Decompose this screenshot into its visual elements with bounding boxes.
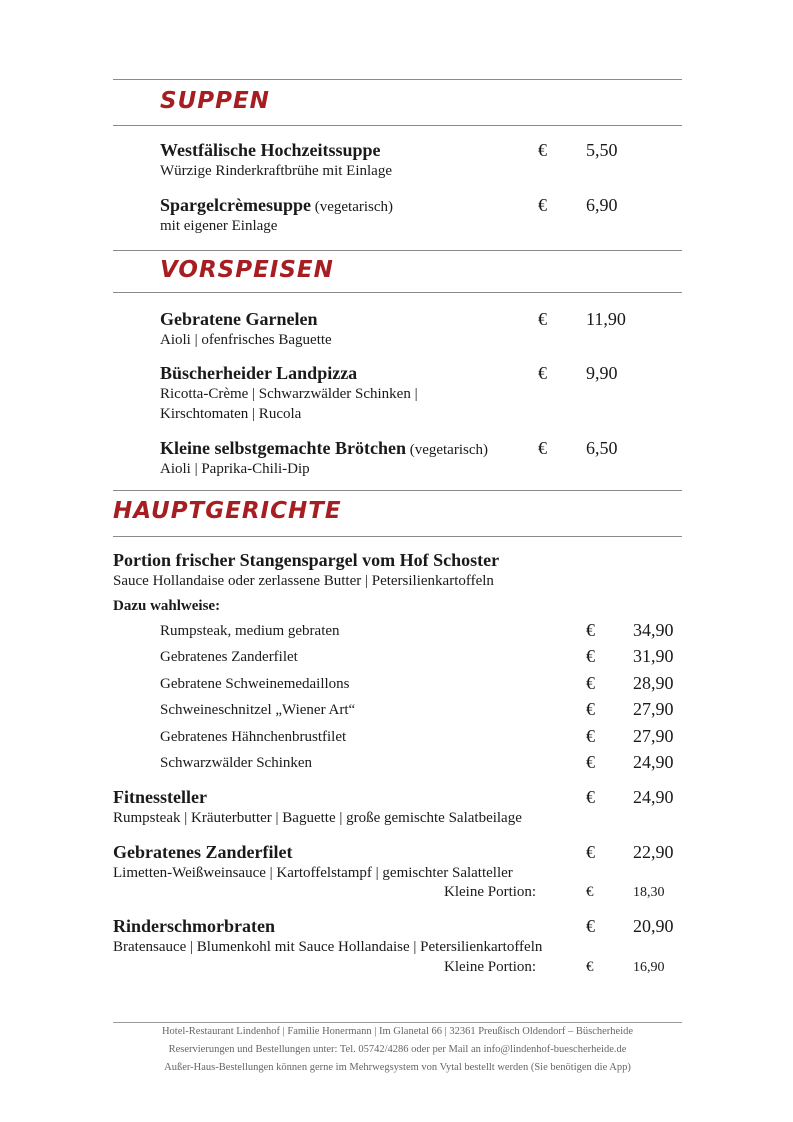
footer-takeaway: Außer-Haus-Bestellungen können gerne im Mehrwegsystem von Vytal bestellt werden (Sie benötigen die App) xyxy=(164,1062,631,1073)
dish-description: Aioli | ofenfrisches Baguette xyxy=(160,332,332,348)
currency-symbol: € xyxy=(586,916,595,936)
small-portion-price: 16,90 xyxy=(633,960,665,975)
currency-symbol: € xyxy=(538,140,547,160)
currency-symbol: € xyxy=(586,884,594,900)
dish-description: Aioli | Paprika-Chili-Dip xyxy=(160,461,310,477)
option-price: 34,90 xyxy=(633,620,674,640)
divider xyxy=(113,79,682,80)
dish-name: Gebratene Garnelen xyxy=(160,309,318,329)
dish-price: 6,90 xyxy=(586,195,618,215)
small-portion-label: Kleine Portion: xyxy=(444,884,537,900)
currency-symbol: € xyxy=(586,842,595,862)
small-portion-price: 18,30 xyxy=(633,885,665,900)
option-label: Rumpsteak, medium gebraten xyxy=(160,623,340,639)
footer-contact: Reservierungen und Bestellungen unter: Tel. 05742/4286 oder per Mail an info@lindenhof-buescherheide.de xyxy=(168,1044,627,1055)
dish-description: mit eigener Einlage xyxy=(160,218,278,234)
currency-symbol: € xyxy=(538,438,547,458)
footer-divider xyxy=(113,1022,682,1023)
section-title-suppen: SUPPEN xyxy=(160,88,270,114)
dish-price: 6,50 xyxy=(586,438,618,458)
option-price: 24,90 xyxy=(633,752,674,772)
dish-price: 24,90 xyxy=(633,787,674,807)
currency-symbol: € xyxy=(586,726,595,746)
divider xyxy=(113,292,682,293)
dish-name: Kleine selbstgemachte Brötchen (vegetarisch) xyxy=(160,438,488,458)
divider xyxy=(113,490,682,491)
option-price: 28,90 xyxy=(633,673,674,693)
option-label: Gebratene Schweinemedaillons xyxy=(160,676,350,692)
dish-description: Sauce Hollandaise oder zerlassene Butter | Petersilienkartoffeln xyxy=(113,573,494,589)
currency-symbol: € xyxy=(586,646,595,666)
dish-description: Rumpsteak | Kräuterbutter | Baguette | große gemischte Salatbeilage xyxy=(113,810,522,826)
dish-price: 9,90 xyxy=(586,363,618,383)
option-price: 31,90 xyxy=(633,646,674,666)
option-label: Gebratenes Zanderfilet xyxy=(160,649,298,665)
currency-symbol: € xyxy=(538,309,547,329)
dish-name: Spargelcrèmesuppe (vegetarisch) xyxy=(160,195,394,215)
small-portion-label: Kleine Portion: xyxy=(444,959,537,975)
option-label: Schweineschnitzel „Wiener Art“ xyxy=(160,702,356,718)
dish-price: 5,50 xyxy=(586,140,618,160)
dish-note: (vegetarisch) xyxy=(310,199,394,215)
option-price: 27,90 xyxy=(633,726,674,746)
currency-symbol: € xyxy=(586,620,595,640)
section-title-hauptgerichte: HAUPTGERICHTE xyxy=(113,498,342,524)
choice-label: Dazu wahlweise: xyxy=(113,598,221,614)
currency-symbol: € xyxy=(586,959,594,975)
footer-address: Hotel-Restaurant Lindenhof | Familie Honermann | Im Glanetal 66 | 32361 Preußisch Oldendorf – Büscherheide xyxy=(161,1026,634,1037)
option-label: Schwarzwälder Schinken xyxy=(160,755,313,771)
dish-price: 22,90 xyxy=(633,842,674,862)
dish-description: Würzige Rinderkraftbrühe mit Einlage xyxy=(160,163,392,179)
option-label: Gebratenes Hähnchenbrustfilet xyxy=(160,729,347,745)
section-title-vorspeisen: VORSPEISEN xyxy=(160,257,334,283)
option-price: 27,90 xyxy=(633,699,674,719)
divider xyxy=(113,125,682,126)
dish-name: Portion frischer Stangenspargel vom Hof Schoster xyxy=(113,550,500,570)
dish-name: Büscherheider Landpizza xyxy=(160,363,358,383)
dish-price: 11,90 xyxy=(586,309,626,329)
dish-name: Fitnessteller xyxy=(113,787,207,807)
dish-price: 20,90 xyxy=(633,916,674,936)
dish-description: Limetten-Weißweinsauce | Kartoffelstampf | gemischter Salatteller xyxy=(113,865,513,881)
dish-description: Kirschtomaten | Rucola xyxy=(160,406,302,422)
dish-description: Ricotta-Crème | Schwarzwälder Schinken | xyxy=(160,386,418,402)
currency-symbol: € xyxy=(586,752,595,772)
currency-symbol: € xyxy=(538,363,547,383)
dish-name: Rinderschmorbraten xyxy=(113,916,275,936)
dish-note: (vegetarisch) xyxy=(405,442,488,458)
dish-description: Bratensauce | Blumenkohl mit Sauce Hollandaise | Petersilienkartoffeln xyxy=(113,939,543,955)
currency-symbol: € xyxy=(586,787,595,807)
divider xyxy=(113,250,682,251)
currency-symbol: € xyxy=(538,195,547,215)
dish-name: Gebratenes Zanderfilet xyxy=(113,842,293,862)
currency-symbol: € xyxy=(586,699,595,719)
dish-name: Westfälische Hochzeitssuppe xyxy=(160,140,381,160)
currency-symbol: € xyxy=(586,673,595,693)
divider xyxy=(113,536,682,537)
